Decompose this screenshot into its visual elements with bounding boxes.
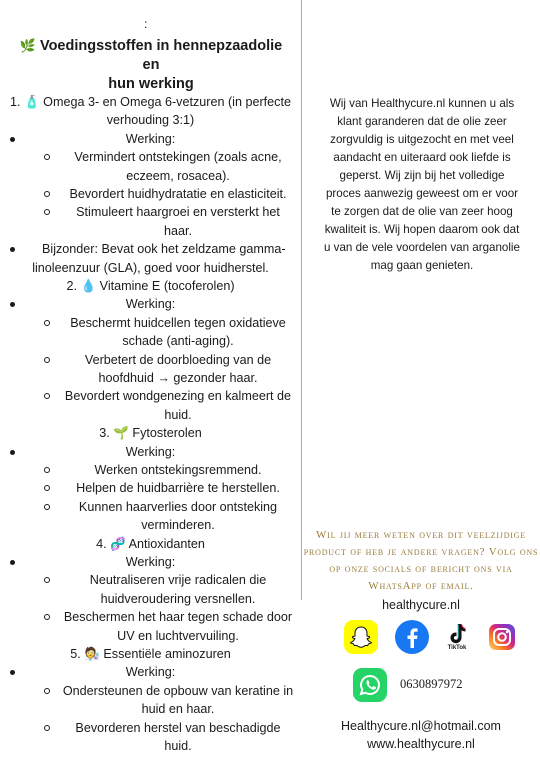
bullet-icon — [10, 137, 15, 142]
sub-bullet-icon — [44, 504, 50, 510]
list-line — [0, 148, 301, 166]
page-title — [10, 36, 292, 94]
list-line-text: Beschermt huidcellen tegen oxidatieve — [70, 315, 286, 330]
herb-icon: 🌿 — [19, 38, 36, 53]
phone-number[interactable]: 0630897972 — [400, 677, 463, 691]
list-line — [0, 314, 301, 332]
bullet-icon — [10, 450, 15, 455]
list-line — [0, 443, 301, 461]
list-line-text: Werking: — [125, 297, 176, 312]
list-line — [0, 203, 301, 221]
guarantee-paragraph: Wij van Healthycure.nl kunnen u als klant garanderen dat de olie zeer zorgvuldig is uitgezocht en met veel aandacht en uiteraard ook liefde is geperst. Wij zijn bij het volledige proces aanwezig geweest om er voor te zorgen dat de olie van zeer hoog kwaliteit is. Wij hopen daarom ook dat u van de vele voordelen van arganolie mag gaan genieten. — [324, 97, 520, 272]
list-line-text: huid en haar. — [141, 702, 215, 717]
email-address[interactable]: Healthycure.nl@hotmail.com — [341, 719, 501, 733]
sub-bullet-icon — [44, 191, 50, 197]
list-line-text: verhouding 3:1) — [106, 113, 195, 128]
list-line — [58, 737, 298, 755]
list-line-text: haar. — [163, 223, 192, 238]
list-line-text: Werking: — [125, 131, 176, 146]
list-line-text: Ondersteunen de opbouw van keratine in — [62, 683, 294, 698]
contact-call-to-action: Wil jij meer weten over dit veelzijdige product of heb je andere vragen? Volg ons op onze socials of bericht ons via WhatsApp of email. — [303, 529, 539, 592]
list-line — [0, 111, 301, 129]
web-address[interactable]: www.healthycure.nl — [367, 737, 475, 751]
list-line-text: Werking: — [125, 444, 176, 459]
instagram-icon[interactable] — [489, 624, 515, 650]
sub-bullet-icon — [44, 320, 50, 326]
list-line — [0, 130, 301, 148]
list-line — [0, 663, 301, 681]
list-line — [0, 295, 301, 313]
list-line-text: 2. 💧 Vitamine E (tocoferolen) — [66, 279, 235, 293]
list-line — [58, 627, 298, 645]
list-line-text: Bijzonder: Bevat ook het zeldzame gamma- — [42, 242, 286, 257]
list-line-text: Beschermen het haar tegen schade door — [63, 610, 293, 625]
list-line — [0, 719, 301, 737]
tiktok-icon[interactable] — [440, 620, 474, 654]
list-line-text: UV en luchtvervuiling. — [117, 628, 239, 643]
list-line — [0, 571, 301, 589]
list-line — [58, 369, 298, 387]
list-line — [0, 185, 301, 203]
list-line-text: 3. 🌱 Fytosterolen — [99, 426, 202, 441]
list-line-text: Bevordert huidhydratatie en elasticiteit. — [69, 187, 287, 201]
list-line-text: huidveroudering versnellen. — [100, 591, 256, 606]
list-line-text: eczeem, rosacea). — [126, 168, 230, 183]
stray-colon: : — [144, 17, 148, 31]
list-line — [58, 332, 298, 350]
list-line-text: huid. — [164, 739, 192, 753]
title-line-2: hun werking — [108, 76, 194, 92]
list-line — [0, 608, 301, 626]
list-line-text: 4. 🧬 Antioxidanten — [96, 536, 205, 551]
sub-bullet-icon — [44, 577, 50, 583]
list-line — [0, 424, 301, 442]
list-line — [0, 535, 301, 553]
list-line — [0, 479, 301, 497]
tiktok-label: TikTok — [447, 645, 467, 651]
list-line — [58, 406, 298, 424]
list-line-text: Werken ontstekingsremmend. — [94, 463, 262, 477]
info-column — [302, 0, 540, 764]
list-line — [0, 498, 301, 516]
list-line-text: Bevordert wondgenezing en kalmeert de — [64, 389, 292, 404]
sub-bullet-icon — [44, 154, 50, 160]
facebook-icon[interactable] — [395, 620, 429, 654]
list-line-text: Vermindert ontstekingen (zoals acne, — [74, 150, 282, 165]
bullet-icon — [10, 247, 15, 252]
sub-bullet-icon — [44, 725, 50, 731]
list-line-text: schade (anti-aging). — [122, 334, 234, 349]
list-line-text: Werking: — [125, 665, 176, 680]
sub-bullet-icon — [44, 614, 50, 620]
list-line — [58, 590, 298, 608]
bullet-icon — [10, 560, 15, 565]
list-line-text: Helpen de huidbarrière te herstellen. — [76, 481, 280, 496]
sub-bullet-icon — [44, 209, 50, 215]
website-label[interactable]: healthycure.nl — [382, 598, 460, 612]
list-line-text: Bevorderen herstel van beschadigde — [75, 720, 281, 735]
list-line — [0, 387, 301, 405]
list-line-text: Kunnen haarverlies door ontsteking — [78, 499, 278, 514]
list-line — [0, 277, 301, 295]
title-line-1: Voedingsstoffen in hennepzaadolie en — [39, 38, 283, 73]
list-line-text: Neutraliseren vrije radicalen die — [89, 573, 267, 588]
list-line-text: Werking: — [125, 555, 176, 569]
list-line-text: verminderen. — [141, 518, 215, 533]
list-line — [0, 645, 301, 663]
snapchat-icon[interactable] — [344, 620, 378, 654]
list-line — [0, 682, 301, 700]
list-line — [0, 351, 301, 369]
list-line-text: linoleenzuur (GLA), goed voor huidherstel. — [32, 260, 269, 275]
list-line — [58, 222, 298, 240]
list-line-text: Verbetert de doorbloeding van de — [84, 352, 272, 367]
list-line — [0, 461, 301, 479]
list-line — [58, 516, 298, 534]
list-line — [0, 259, 301, 277]
sub-bullet-icon — [44, 393, 50, 399]
list-line-text: hoofdhuid → gezonder haar. — [98, 371, 258, 385]
sub-bullet-icon — [44, 467, 50, 473]
list-line — [58, 700, 298, 718]
list-line-text: huid. — [164, 407, 192, 422]
bullet-icon — [10, 670, 15, 675]
sub-bullet-icon — [44, 688, 50, 694]
sub-bullet-icon — [44, 357, 50, 363]
list-line-text: Stimuleert haargroei en versterkt het — [76, 205, 280, 220]
list-line-text: 1. 🧴 Omega 3- en Omega 6-vetzuren (in perfecte — [10, 95, 291, 109]
list-line — [58, 167, 298, 185]
whatsapp-icon[interactable] — [353, 668, 387, 702]
sub-bullet-icon — [44, 485, 50, 491]
list-line-text: 5. 🧑‍🔬 Essentiële aminozuren — [70, 647, 231, 661]
bullet-icon — [10, 302, 15, 307]
list-line — [0, 93, 301, 111]
list-line — [0, 553, 301, 571]
list-line — [42, 240, 286, 258]
